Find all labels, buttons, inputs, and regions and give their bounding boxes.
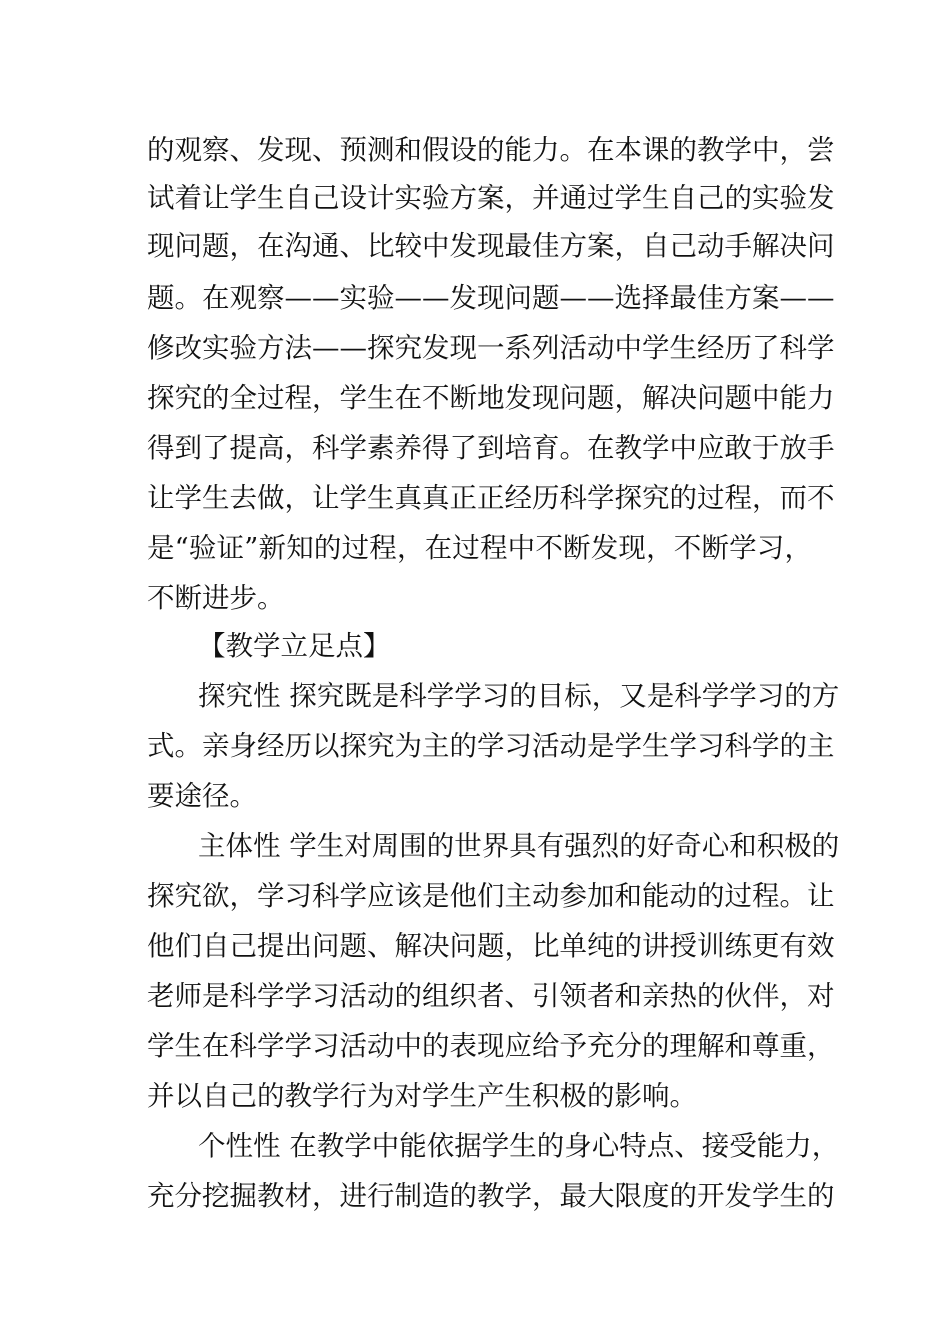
text-line: 修改实验方法——探究发现一系列活动中学生经历了科学 [147, 332, 835, 364]
text-line: 题。在观察——实验——发现问题——选择最佳方案—— [147, 282, 835, 314]
text-line: 式。亲身经历以探究为主的学习活动是学生学习科学的主 [147, 730, 835, 762]
text-line: 并以自己的教学行为对学生产生积极的影响。 [147, 1080, 697, 1112]
text-line: 的观察、发现、预测和假设的能力。在本课的教学中，尝 [147, 134, 835, 166]
text-line: 要途径。 [147, 780, 257, 812]
text-line: 是“验证”新知的过程，在过程中不断发现，不断学习， [147, 532, 812, 564]
text-line: 得到了提高，科学素养得了到培育。在教学中应敢于放手 [147, 432, 835, 464]
text-line: 探究欲，学习科学应该是他们主动参加和能动的过程。让 [147, 880, 835, 912]
text-line: 他们自己提出问题、解决问题，比单纯的讲授训练更有效 [147, 930, 835, 962]
section-heading: 【教学立足点】 [198, 630, 391, 662]
text-line: 老师是科学学习活动的组织者、引领者和亲热的伙伴，对 [147, 980, 835, 1012]
text-line: 充分挖掘教材，进行制造的教学，最大限度的开发学生的 [147, 1180, 835, 1212]
text-line: 现问题，在沟通、比较中发现最佳方案，自己动手解决问 [147, 230, 835, 262]
text-line: 个性性 在教学中能依据学生的身心特点、接受能力， [198, 1130, 840, 1162]
text-line: 试着让学生自己设计实验方案，并通过学生自己的实验发 [147, 182, 835, 214]
text-line: 探究性 探究既是科学学习的目标，又是科学学习的方 [198, 680, 840, 712]
text-line: 让学生去做，让学生真真正正经历科学探究的过程，而不 [147, 482, 835, 514]
text-line: 探究的全过程，学生在不断地发现问题，解决问题中能力 [147, 382, 835, 414]
text-line: 不断进步。 [147, 582, 285, 614]
text-line: 学生在科学学习活动中的表现应给予充分的理解和尊重， [147, 1030, 835, 1062]
text-line: 主体性 学生对周围的世界具有强烈的好奇心和积极的 [198, 830, 840, 862]
